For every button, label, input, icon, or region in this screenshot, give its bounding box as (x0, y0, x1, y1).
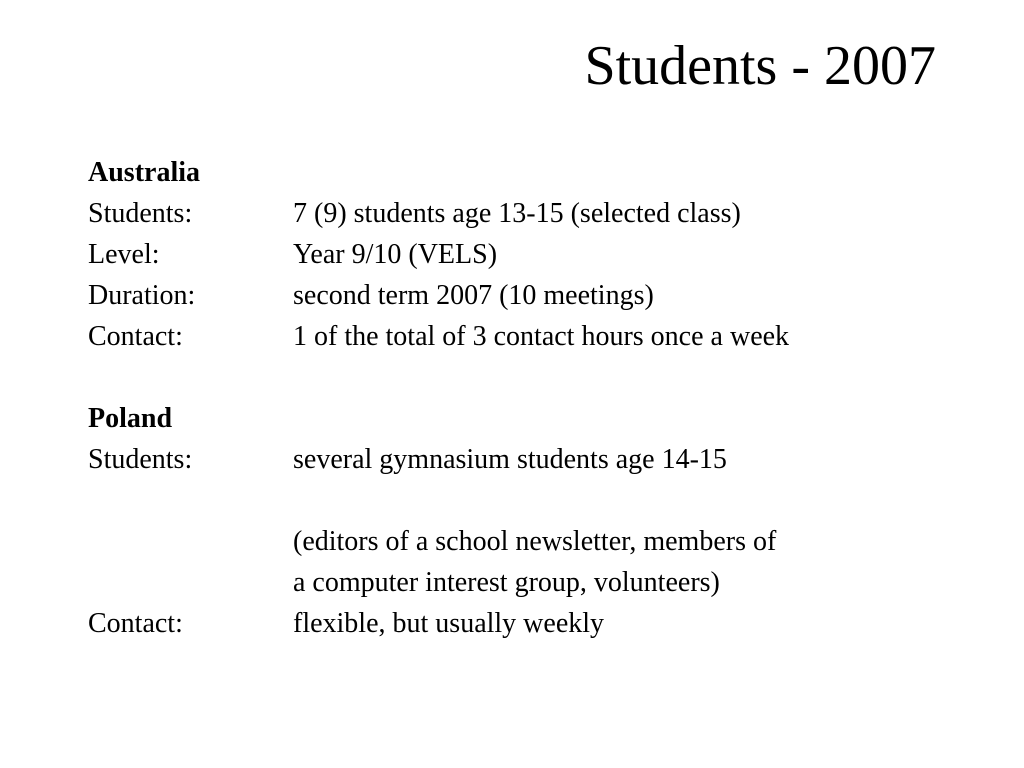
australia-row-contact (88, 316, 988, 357)
row-value: Year 9/10 (VELS) (293, 239, 498, 270)
poland-row-students (88, 439, 988, 480)
australia-heading: Australia (88, 157, 200, 188)
row-value: 1 of the total of 3 contact hours once a week (293, 321, 790, 352)
row-label: Level: (88, 239, 160, 270)
row-value: flexible, but usually weekly (293, 608, 605, 639)
row-label: Students: (88, 444, 193, 475)
row-value: several gymnasium students age 14-15 (293, 444, 727, 475)
australia-row-duration (88, 275, 988, 316)
row-value: 7 (9) students age 13-15 (selected class) (293, 198, 741, 229)
poland-note-line-2 (88, 562, 988, 603)
poland-row-contact (88, 603, 988, 644)
australia-row-students (88, 193, 988, 234)
note-text: (editors of a school newsletter, members of (293, 526, 777, 557)
poland-note-line-1 (88, 521, 988, 562)
slide-title: Students - 2007 (584, 35, 936, 97)
spacer (88, 357, 988, 398)
row-label: Duration: (88, 280, 196, 311)
row-label: Contact: (88, 608, 183, 639)
slide-content (88, 152, 988, 644)
row-label: Students: (88, 198, 193, 229)
row-value: second term 2007 (10 meetings) (293, 280, 654, 311)
note-text: a computer interest group, volunteers) (293, 567, 720, 598)
poland-heading: Poland (88, 403, 173, 434)
australia-row-level (88, 234, 988, 275)
spacer (88, 480, 988, 521)
row-label: Contact: (88, 321, 183, 352)
